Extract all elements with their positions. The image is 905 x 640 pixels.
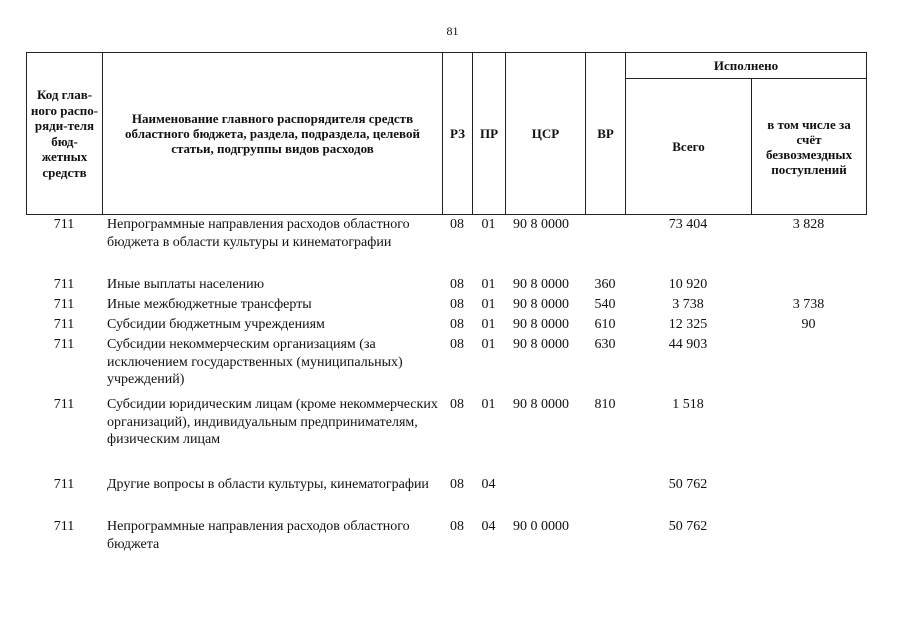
cell-gratuitous [751,396,866,476]
cell-vr: 540 [594,297,616,312]
cell-code: 711 [53,277,75,292]
header-pr: ПР [473,53,506,215]
cell-csr: 90 8 0000 [513,277,569,292]
cell-code: 711 [53,317,75,332]
table-row [26,296,866,316]
cell-pr: 01 [481,217,496,232]
cell-gratuitous [751,476,866,518]
header-including: в том числе за счёт безвозмездных поступлений [752,79,867,215]
cell-code: 711 [53,217,75,232]
table-row [26,476,866,518]
cell-csr: 90 8 0000 [513,317,569,332]
table-header [26,52,867,215]
cell-pr: 04 [481,477,496,492]
cell-rz: 08 [450,519,464,534]
cell-gratuitous: 3 738 [792,297,825,312]
table-row [26,336,866,396]
cell-csr: 90 8 0000 [513,397,569,412]
cell-name: Непрограммные направления расходов областного бюджета [107,519,410,552]
header-total: Всего [626,79,752,215]
cell-csr: 90 0 0000 [513,519,569,534]
header-executed: Исполнено [626,53,867,79]
cell-vr: 610 [594,317,616,332]
cell-name: Другие вопросы в области культуры, кинематографии [107,477,429,492]
cell-pr: 01 [481,297,496,312]
cell-code: 711 [53,297,75,312]
cell-name: Непрограммные направления расходов областного бюджета в области культуры и кинематографии [107,217,410,250]
cell-rz: 08 [450,217,464,232]
table-row [26,396,866,476]
cell-csr: 90 8 0000 [513,297,569,312]
cell-vr [585,216,625,276]
cell-pr: 01 [481,337,496,352]
cell-pr: 01 [481,277,496,292]
cell-total: 3 738 [672,297,704,312]
table-row [26,316,866,336]
cell-name: Иные межбюджетные трансферты [107,297,312,312]
cell-vr: 360 [594,277,616,292]
cell-vr [585,476,625,518]
cell-csr: 90 8 0000 [513,337,569,352]
cell-total: 10 920 [668,277,708,292]
cell-name: Субсидии бюджетным учреждениям [107,317,325,332]
header-vr: ВР [586,53,626,215]
cell-rz: 08 [450,277,464,292]
header-code: Код глав-ного распо-ряди-теля бюд-жетных средств [27,53,103,215]
cell-pr: 04 [481,519,496,534]
cell-total: 50 762 [668,519,708,534]
cell-code: 711 [53,477,75,492]
cell-code: 711 [53,397,75,412]
cell-gratuitous: 3 828 [792,217,825,232]
cell-gratuitous [751,336,866,396]
table-body [26,216,866,558]
cell-total: 12 325 [668,317,708,332]
cell-code: 711 [53,337,75,352]
cell-gratuitous [751,276,866,296]
page-number: 81 [446,24,459,38]
cell-total: 73 404 [668,217,708,232]
cell-pr: 01 [481,397,496,412]
cell-name: Иные выплаты населению [107,277,265,292]
cell-pr: 01 [481,317,496,332]
cell-csr: 90 8 0000 [513,217,569,232]
cell-code: 711 [53,519,75,534]
header-rz: РЗ [443,53,473,215]
cell-total: 44 903 [668,337,708,352]
cell-rz: 08 [450,297,464,312]
cell-name: Субсидии юридическим лицам (кроме некоммерческих организаций), индивидуальным предпринимателям, физическим лицам [107,397,438,447]
cell-rz: 08 [450,317,464,332]
cell-gratuitous: 90 [801,317,816,332]
cell-csr [505,476,585,518]
header-name: Наименование главного распорядителя средств областного бюджета, раздела, подраздела, целевой статьи, подгруппы видов расходов [103,53,443,215]
table-row [26,518,866,558]
cell-total: 1 518 [672,397,704,412]
cell-vr: 630 [594,337,616,352]
cell-gratuitous [751,518,866,558]
cell-rz: 08 [450,337,464,352]
cell-total: 50 762 [668,477,708,492]
header-csr: ЦСР [506,53,586,215]
cell-name: Субсидии некоммерческим организациям (за исключением государственных (муниципальных) учреждений) [107,337,403,387]
cell-rz: 08 [450,477,464,492]
cell-vr [585,518,625,558]
cell-rz: 08 [450,397,464,412]
cell-vr: 810 [594,397,616,412]
table-row [26,276,866,296]
table-row [26,216,866,276]
